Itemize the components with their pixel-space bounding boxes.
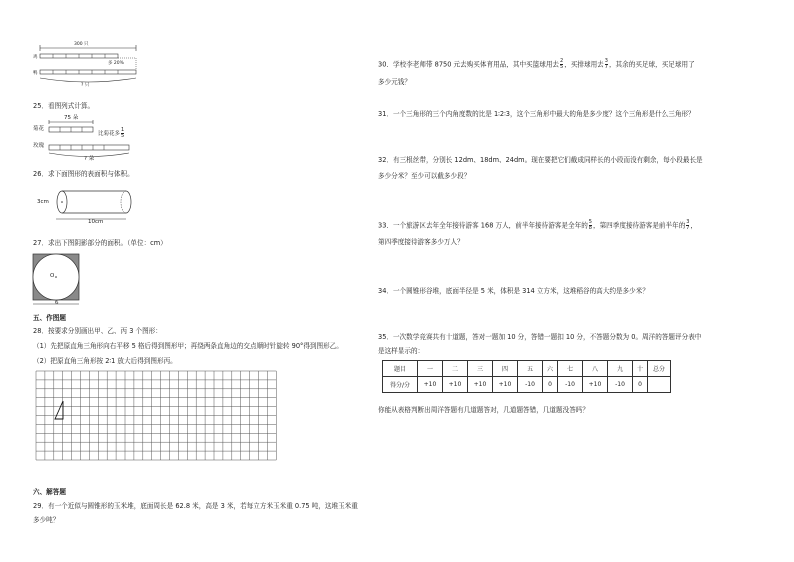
table-cell: +10 [468, 377, 493, 393]
q30-line1: 30．学校李老师带 8750 元去购买体育用品，其中买篮球用去 $\frac{2}{5}$ ，买排球用去 $\frac{3}{7}$ ，其余的买足球，买足球用了 [378, 58, 695, 70]
table-cell: +10 [443, 377, 468, 393]
section-five-heading: 五、作图题 [33, 314, 66, 322]
table-cell: -10 [608, 377, 633, 393]
q25-note: 比菊花多 $\frac{1}{5}$ [98, 127, 125, 139]
table-cell [648, 377, 671, 393]
score-table [382, 360, 671, 393]
drawing-grid [36, 371, 276, 467]
q33-line1: 33．一个旅游区去年全年接待游客 168 万人，前半年接待游客是全年的 $\frac{5}{8}$ ，第四季度接待游客是前半年的 $\frac{3}{7}$ ， [378, 219, 698, 231]
table-cell: +10 [583, 377, 608, 393]
q27-dim-label: 6 [55, 300, 59, 306]
q26-length-label: 10cm [88, 219, 104, 225]
table-cell: 题目 [383, 361, 418, 377]
diagram-row2-label: 鸭 [33, 71, 38, 76]
table-cell: +10 [493, 377, 518, 393]
table-cell: 0 [543, 377, 558, 393]
table-row [383, 361, 671, 377]
diagram-row1-label: 鸡 [33, 55, 38, 60]
q25-row2: 玫瑰 [33, 143, 45, 149]
q32-line1: 32．有三根丝带，分别长 12dm、18dm、24dm。现在要把它们截成同样长的小段而没有剩余，每小段最长是 [378, 156, 703, 164]
q31: 31．一个三角形的三个内角度数的比是 1∶2∶3，这个三角形中最大的角是多少度？这个三角形是什么三角形？ [378, 110, 695, 118]
table-cell: 二 [443, 361, 468, 377]
q35-line1: 35．一次数学竞赛共有十道题，答对一题加 10 分，答错一题扣 10 分，不答题分数为 0。周洋的答题评分表中 [378, 333, 702, 341]
circle-center-label: O [50, 273, 55, 279]
q25-bars [45, 120, 155, 160]
diagram-total-label: 300 只 [74, 42, 89, 47]
q30-line2: 多少元钱？ [378, 78, 411, 86]
table-cell: 一 [418, 361, 443, 377]
table-cell: 五 [518, 361, 543, 377]
table-cell: 总分 [648, 361, 671, 377]
diagram-sum-label: ? 只 [81, 83, 90, 88]
diagram-up-label: 多 20% [108, 61, 124, 66]
table-cell: -10 [518, 377, 543, 393]
q32-line2: 多少分米？至少可以截多少段？ [378, 172, 471, 180]
q28-part2: （2）把原直角三角形按 2∶1 放大后得到图形丙。 [33, 357, 177, 365]
segment-lines [30, 40, 170, 100]
q25-bottom: ? 朵 [84, 156, 95, 162]
table-cell: 得分/分 [383, 377, 418, 393]
q33-line2: 第四季度接待游客多少万人？ [378, 238, 464, 246]
q26-title: 26．求下面图形的表面积与体积。 [33, 170, 134, 178]
q25-title: 25．看图列式计算。 [33, 102, 95, 110]
q29-line2: 多少吨？ [33, 516, 60, 524]
table-cell: +10 [418, 377, 443, 393]
table-cell: 六 [543, 361, 558, 377]
q27-title: 27．求出下图阴影部分的面积。（单位：cm） [33, 239, 167, 247]
q25-row1: 菊花 [33, 126, 45, 132]
q25-top-label: 75 朵 [64, 115, 79, 121]
table-cell: 九 [608, 361, 633, 377]
table-cell: -10 [558, 377, 583, 393]
table-cell: 八 [583, 361, 608, 377]
q28-part1: （1）先把原直角三角形向右平移 5 格后得到图形甲；再绕两条直角边的交点顺时针旋转 90°得到图形乙。 [33, 342, 343, 350]
q35-line2: 是这样显示的： [378, 347, 425, 355]
table-cell: 十 [633, 361, 648, 377]
table-row [383, 377, 671, 393]
q28-title: 28．按要求分别画出甲、乙、丙 3 个图形： [33, 327, 162, 335]
q29-line1: 29．有一个近似与圆锥形的玉米堆，底面周长是 62.8 米，高是 3 米，若每立方米玉米重 0.75 吨，这堆玉米重 [33, 502, 358, 510]
table-cell: 七 [558, 361, 583, 377]
cylinder-drawing [55, 190, 135, 225]
table-cell: 四 [493, 361, 518, 377]
q35-question: 你能从表格判断出周洋答题有几道题答对，几道题答错，几道题没答吗？ [378, 406, 589, 414]
table-cell: 三 [468, 361, 493, 377]
table-cell: 0 [633, 377, 648, 393]
section-six-heading: 六、解答题 [33, 488, 66, 496]
q34: 34．一个圆锥形谷堆，底面半径是 5 米，体积是 314 立方米，这堆稻谷的高大约是多少米？ [378, 287, 649, 295]
q26-height-label: 3cm [37, 199, 49, 205]
